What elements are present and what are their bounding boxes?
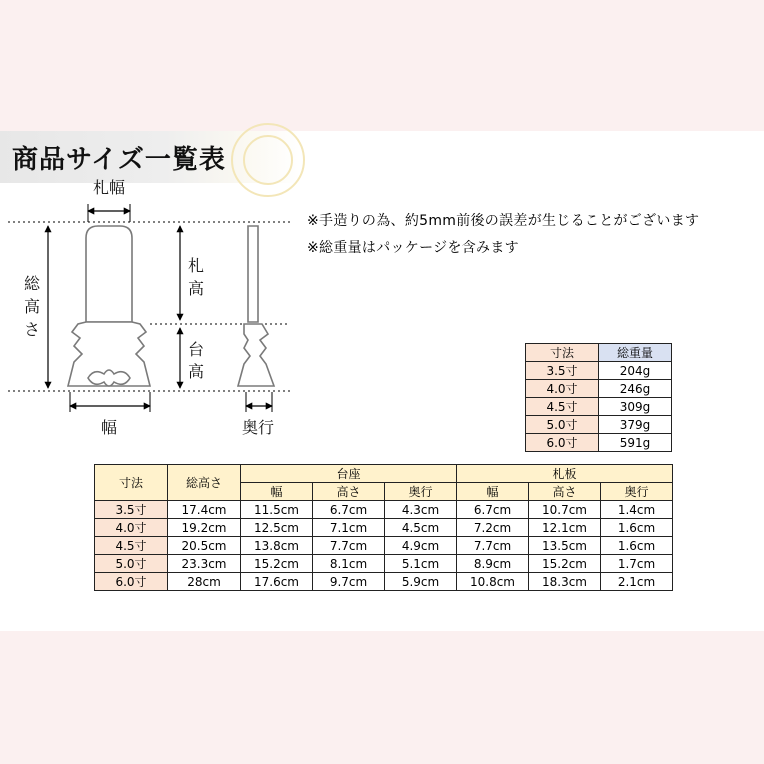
dims-base-group-header: 台座 bbox=[241, 465, 457, 483]
fuda-width-cell: 7.2cm bbox=[457, 519, 529, 537]
width-label: 幅 bbox=[100, 418, 118, 437]
table-row bbox=[526, 398, 672, 416]
base-depth-cell: 4.9cm bbox=[385, 537, 457, 555]
table-row bbox=[95, 537, 673, 555]
fuda-depth-cell: 1.6cm bbox=[601, 519, 673, 537]
fuda-depth-header: 奥行 bbox=[601, 483, 673, 501]
base-depth-cell: 4.5cm bbox=[385, 519, 457, 537]
base-height-label-1: 台 bbox=[187, 340, 205, 359]
base-depth-cell: 5.1cm bbox=[385, 555, 457, 573]
base-height-cell: 8.1cm bbox=[313, 555, 385, 573]
weight-table-header bbox=[526, 344, 672, 362]
fuda-height-cell: 10.7cm bbox=[529, 501, 601, 519]
base-height-label-2: 高 bbox=[187, 362, 205, 381]
base-height-cell: 6.7cm bbox=[313, 501, 385, 519]
fuda-height-label-2: 高 bbox=[187, 279, 205, 298]
fuda-depth-cell: 1.6cm bbox=[601, 537, 673, 555]
fuda-height-cell: 18.3cm bbox=[529, 573, 601, 591]
total-height-cell: 20.5cm bbox=[168, 537, 241, 555]
dims-total-height-header: 総高さ bbox=[168, 465, 241, 501]
note-weight: ※総重量はパッケージを含みます bbox=[307, 240, 519, 256]
fuda-width-cell: 8.9cm bbox=[457, 555, 529, 573]
total-height-cell: 19.2cm bbox=[168, 519, 241, 537]
size-cell: 4.5寸 bbox=[95, 537, 168, 555]
table-row bbox=[95, 519, 673, 537]
base-depth-cell: 4.3cm bbox=[385, 501, 457, 519]
total-height-cell: 23.3cm bbox=[168, 555, 241, 573]
page-title: 商品サイズ一覧表 bbox=[12, 145, 226, 175]
dims-size-header: 寸法 bbox=[95, 465, 168, 501]
size-cell: 5.0寸 bbox=[526, 416, 599, 434]
depth-label: 奥行 bbox=[241, 418, 275, 437]
dims-header-row-1 bbox=[95, 465, 673, 483]
weight-cell: 379g bbox=[599, 416, 672, 434]
table-row bbox=[526, 362, 672, 380]
weight-table bbox=[525, 343, 672, 452]
fuda-width-cell: 10.8cm bbox=[457, 573, 529, 591]
base-width-header: 幅 bbox=[241, 483, 313, 501]
tablet-front-view bbox=[68, 226, 150, 386]
base-width-cell: 15.2cm bbox=[241, 555, 313, 573]
size-cell: 4.5寸 bbox=[526, 398, 599, 416]
base-height-cell: 7.7cm bbox=[313, 537, 385, 555]
total-height-label-2: 高 bbox=[23, 297, 41, 316]
size-cell: 4.0寸 bbox=[526, 380, 599, 398]
table-row bbox=[526, 380, 672, 398]
size-cell: 5.0寸 bbox=[95, 555, 168, 573]
fuda-height-cell: 15.2cm bbox=[529, 555, 601, 573]
weight-total-header: 総重量 bbox=[599, 344, 672, 362]
table-row bbox=[526, 434, 672, 452]
fuda-depth-cell: 1.7cm bbox=[601, 555, 673, 573]
weight-cell: 309g bbox=[599, 398, 672, 416]
fuda-depth-cell: 2.1cm bbox=[601, 573, 673, 591]
fuda-depth-cell: 1.4cm bbox=[601, 501, 673, 519]
base-width-cell: 17.6cm bbox=[241, 573, 313, 591]
table-row bbox=[95, 555, 673, 573]
weight-cell: 591g bbox=[599, 434, 672, 452]
table-row bbox=[95, 501, 673, 519]
base-width-cell: 11.5cm bbox=[241, 501, 313, 519]
base-height-cell: 9.7cm bbox=[313, 573, 385, 591]
fuda-height-header: 高さ bbox=[529, 483, 601, 501]
total-height-label-3: さ bbox=[23, 320, 41, 339]
total-height-cell: 17.4cm bbox=[168, 501, 241, 519]
note-tolerance: ※手造りの為、約5mm前後の誤差が生じることがございます bbox=[307, 213, 700, 229]
dims-fuda-group-header: 札板 bbox=[457, 465, 673, 483]
total-height-label-1: 総 bbox=[23, 274, 41, 293]
total-height-cell: 28cm bbox=[168, 573, 241, 591]
size-cell: 6.0寸 bbox=[526, 434, 599, 452]
size-cell: 6.0寸 bbox=[95, 573, 168, 591]
size-cell: 4.0寸 bbox=[95, 519, 168, 537]
title-decoration bbox=[232, 124, 304, 196]
weight-cell: 204g bbox=[599, 362, 672, 380]
fuda-height-cell: 12.1cm bbox=[529, 519, 601, 537]
base-depth-cell: 5.9cm bbox=[385, 573, 457, 591]
weight-size-header: 寸法 bbox=[526, 344, 599, 362]
size-cell: 3.5寸 bbox=[95, 501, 168, 519]
table-row bbox=[95, 573, 673, 591]
fuda-height-cell: 13.5cm bbox=[529, 537, 601, 555]
base-width-cell: 13.8cm bbox=[241, 537, 313, 555]
base-height-cell: 7.1cm bbox=[313, 519, 385, 537]
table-row bbox=[526, 416, 672, 434]
base-width-cell: 12.5cm bbox=[241, 519, 313, 537]
weight-cell: 246g bbox=[599, 380, 672, 398]
fuda-width-cell: 7.7cm bbox=[457, 537, 529, 555]
size-cell: 3.5寸 bbox=[526, 362, 599, 380]
fuda-height-label-1: 札 bbox=[187, 256, 205, 275]
fuda-width-cell: 6.7cm bbox=[457, 501, 529, 519]
base-height-header: 高さ bbox=[313, 483, 385, 501]
tablet-side-view bbox=[238, 226, 274, 386]
base-depth-header: 奥行 bbox=[385, 483, 457, 501]
dimensions-table bbox=[94, 464, 673, 591]
fuda-width-header: 幅 bbox=[457, 483, 529, 501]
fuda-width-label: 札幅 bbox=[92, 178, 126, 197]
notes bbox=[307, 212, 699, 266]
